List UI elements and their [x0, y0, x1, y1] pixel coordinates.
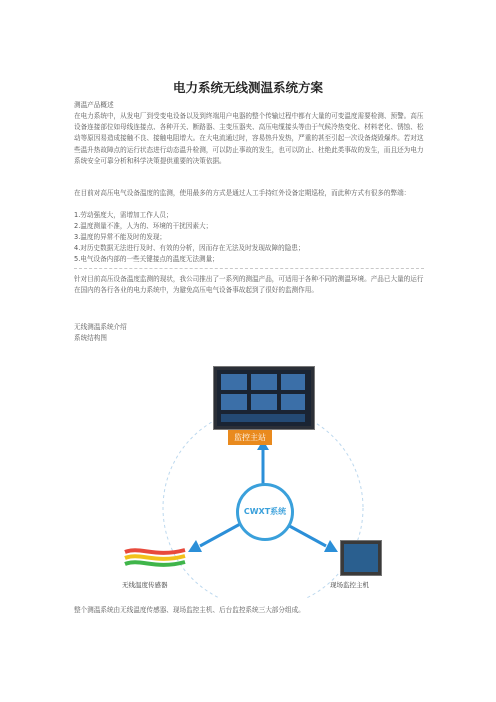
- label-field-host: 现场监控主机: [330, 581, 369, 589]
- list-item-2: 2.温度测量不准，人为的、环境的干扰因素大；: [74, 222, 213, 230]
- list-item-4: 4.对历史数据无法进行及时、有效的分析，因而存在无法及时发现故障的隐患；: [74, 244, 305, 252]
- system-structure-diagram: [118, 358, 408, 598]
- paragraph-products: 针对目前高压设备温度监测的现状，我公司推出了一系列的测温产品，可适用于各种不同的测温环境。产品已大量的运行在国内的各行各业的电力系统中，为避免高压电气设备事故起到了很好的监测作用。: [74, 275, 424, 295]
- list-item-3: 3.温度的异常不能及时的发现；: [74, 233, 167, 241]
- label-wireless-sensor: 无线温度传感器: [122, 581, 168, 589]
- divider: [74, 268, 424, 269]
- paragraph-system-components: 整个测温系统由无线温度传感器、现场监控主机、后台监控系统三大部分组成。: [74, 606, 305, 614]
- paragraph-intro: 在电力系统中，从发电厂到受变电设备以及到终端用户电器的整个传输过程中都有大量的可变温度需要检测、预警。高压设备连接部位如母线连接点、各种开关、断路器、主变压器夹、高压电缆接头等由于气候冷热变化、材料老化、锈蚀、松动等原因易造成接触不良、接触电阻增大。在大电流通过时，容易热升发热，严重的甚至引起一次设备烧毁爆炸。若对这些温升热故障点的运行状态进行动态温升检测，可以防止事故的发生，也可以防止、杜绝此类事故的发生，而且还为电力系统安全可靠分析和科学决策提供重要的决策依据。: [74, 112, 424, 165]
- system-center-circle: [236, 483, 294, 541]
- monitor-screen: [217, 370, 311, 426]
- label-system-center: CWXT系统: [243, 507, 287, 516]
- arrow-head-left: [188, 540, 202, 552]
- list-item-5: 5.电气设备内部的一些关键接点的温度无法测量；: [74, 255, 219, 263]
- section-heading-overview: 测温产品概述: [74, 101, 114, 109]
- label-main-station: 监控主站: [228, 430, 272, 445]
- paragraph-current-method: 在目前对高压电气设备温度的监测，使用最多的方式是通过人工手持红外设备定期巡检，而此种方式有很多的弊端：: [74, 189, 411, 197]
- list-item-1: 1.劳动强度大，需增加工作人员；: [74, 211, 173, 219]
- document-title: 电力系统无线测温系统方案: [172, 80, 323, 95]
- section-heading-diagram: 系统结构图: [74, 334, 107, 342]
- field-host-image: [340, 540, 382, 576]
- arrow-to-left: [200, 523, 242, 546]
- main-station-monitor-image: [213, 366, 315, 430]
- arrow-head-right: [324, 540, 338, 552]
- arrow-to-right: [284, 523, 326, 546]
- section-heading-system: 无线测温系统介绍: [74, 323, 127, 331]
- wireless-sensor-image: [120, 544, 190, 574]
